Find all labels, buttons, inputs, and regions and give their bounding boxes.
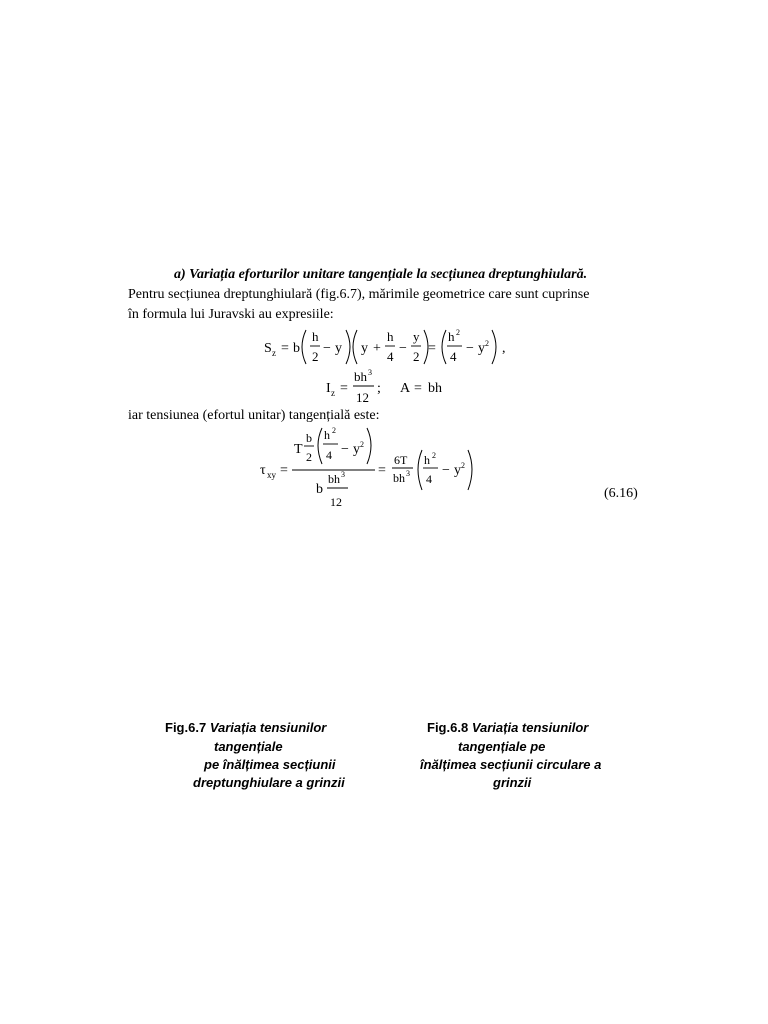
svg-text:3: 3: [341, 470, 345, 479]
caption-text: Variația tensiunilor: [209, 720, 327, 735]
paragraph-line-1: Pentru secțiunea dreptunghiulară (fig.6.7), mărimile geometrice care sunt cuprinse: [128, 287, 590, 302]
svg-text:S: S: [264, 341, 272, 356]
caption-text: înălțimea secțiunii circulare a: [420, 757, 602, 772]
caption-text: tangențiale: [214, 739, 283, 754]
svg-text:h: h: [448, 329, 455, 344]
equation-shear-stress: [258, 424, 488, 514]
svg-text:z: z: [272, 348, 276, 358]
caption-text: dreptunghiulare a grinzii: [193, 775, 345, 790]
svg-text:=: =: [280, 463, 288, 478]
svg-text:τ: τ: [260, 463, 266, 478]
svg-text:6T: 6T: [394, 453, 408, 467]
svg-text:2: 2: [312, 349, 319, 364]
equation-static-moment: [262, 325, 512, 369]
svg-text:h: h: [312, 329, 319, 344]
svg-text:−: −: [341, 442, 349, 457]
svg-text:A: A: [400, 381, 411, 396]
svg-text:h: h: [424, 453, 430, 467]
svg-text:b: b: [306, 431, 312, 445]
svg-text:4: 4: [387, 349, 394, 364]
svg-text:2: 2: [461, 461, 465, 470]
svg-text:2: 2: [413, 349, 420, 364]
svg-text:y: y: [361, 341, 368, 356]
svg-text:h: h: [387, 329, 394, 344]
svg-text:bh: bh: [393, 471, 405, 485]
svg-text:=: =: [414, 381, 422, 396]
svg-text:y: y: [478, 341, 485, 356]
svg-text:−: −: [323, 341, 331, 356]
svg-text:bh: bh: [428, 381, 442, 396]
svg-text:2: 2: [456, 328, 460, 337]
svg-text:=: =: [281, 341, 289, 356]
svg-text:=: =: [340, 381, 348, 396]
svg-text:=: =: [378, 463, 386, 478]
svg-text:12: 12: [330, 495, 342, 509]
caption-text: tangențiale pe: [458, 739, 546, 754]
svg-text:;: ;: [377, 381, 381, 396]
svg-text:2: 2: [432, 451, 436, 460]
svg-text:3: 3: [368, 368, 372, 377]
svg-text:12: 12: [356, 390, 369, 405]
svg-text:y: y: [335, 341, 342, 356]
caption-text: Variația tensiunilor: [471, 720, 589, 735]
svg-text:bh: bh: [328, 472, 340, 486]
svg-text:y: y: [454, 463, 461, 478]
svg-text:2: 2: [332, 426, 336, 435]
svg-text:b: b: [316, 482, 323, 497]
svg-text:xy: xy: [267, 470, 276, 480]
svg-text:2: 2: [306, 450, 312, 464]
svg-text:I: I: [326, 381, 331, 396]
svg-text:z: z: [331, 388, 335, 398]
svg-text:+: +: [373, 341, 381, 356]
caption-label: Fig.6.8: [427, 720, 469, 735]
svg-text:bh: bh: [354, 369, 367, 384]
svg-text:4: 4: [426, 472, 432, 486]
svg-text:y: y: [353, 442, 360, 457]
svg-text:2: 2: [360, 440, 364, 449]
paragraph-line-2: în formula lui Juravski au expresiile:: [128, 307, 334, 322]
svg-text:T: T: [294, 442, 303, 457]
svg-text:=: =: [428, 341, 436, 356]
equation-number: (6.16): [604, 486, 638, 501]
svg-text:2: 2: [485, 339, 489, 348]
equation-moment-inertia: [324, 368, 474, 408]
svg-text:y: y: [413, 329, 420, 344]
svg-text:−: −: [399, 341, 407, 356]
svg-text:h: h: [324, 428, 330, 442]
svg-text:,: ,: [502, 341, 506, 356]
svg-text:b: b: [293, 341, 300, 356]
caption-text: grinzii: [493, 775, 532, 790]
svg-text:4: 4: [450, 349, 457, 364]
svg-text:−: −: [466, 341, 474, 356]
caption-text: pe înălțimea secțiunii: [204, 757, 336, 772]
paragraph-line-3: iar tensiunea (efortul unitar) tangențială este:: [128, 408, 380, 423]
svg-text:4: 4: [326, 448, 332, 462]
svg-text:−: −: [442, 463, 450, 478]
svg-text:3: 3: [406, 469, 410, 478]
section-heading: a) Variația eforturilor unitare tangențiale la secțiunea dreptunghiulară.: [174, 267, 588, 282]
caption-label: Fig.6.7: [165, 720, 207, 735]
